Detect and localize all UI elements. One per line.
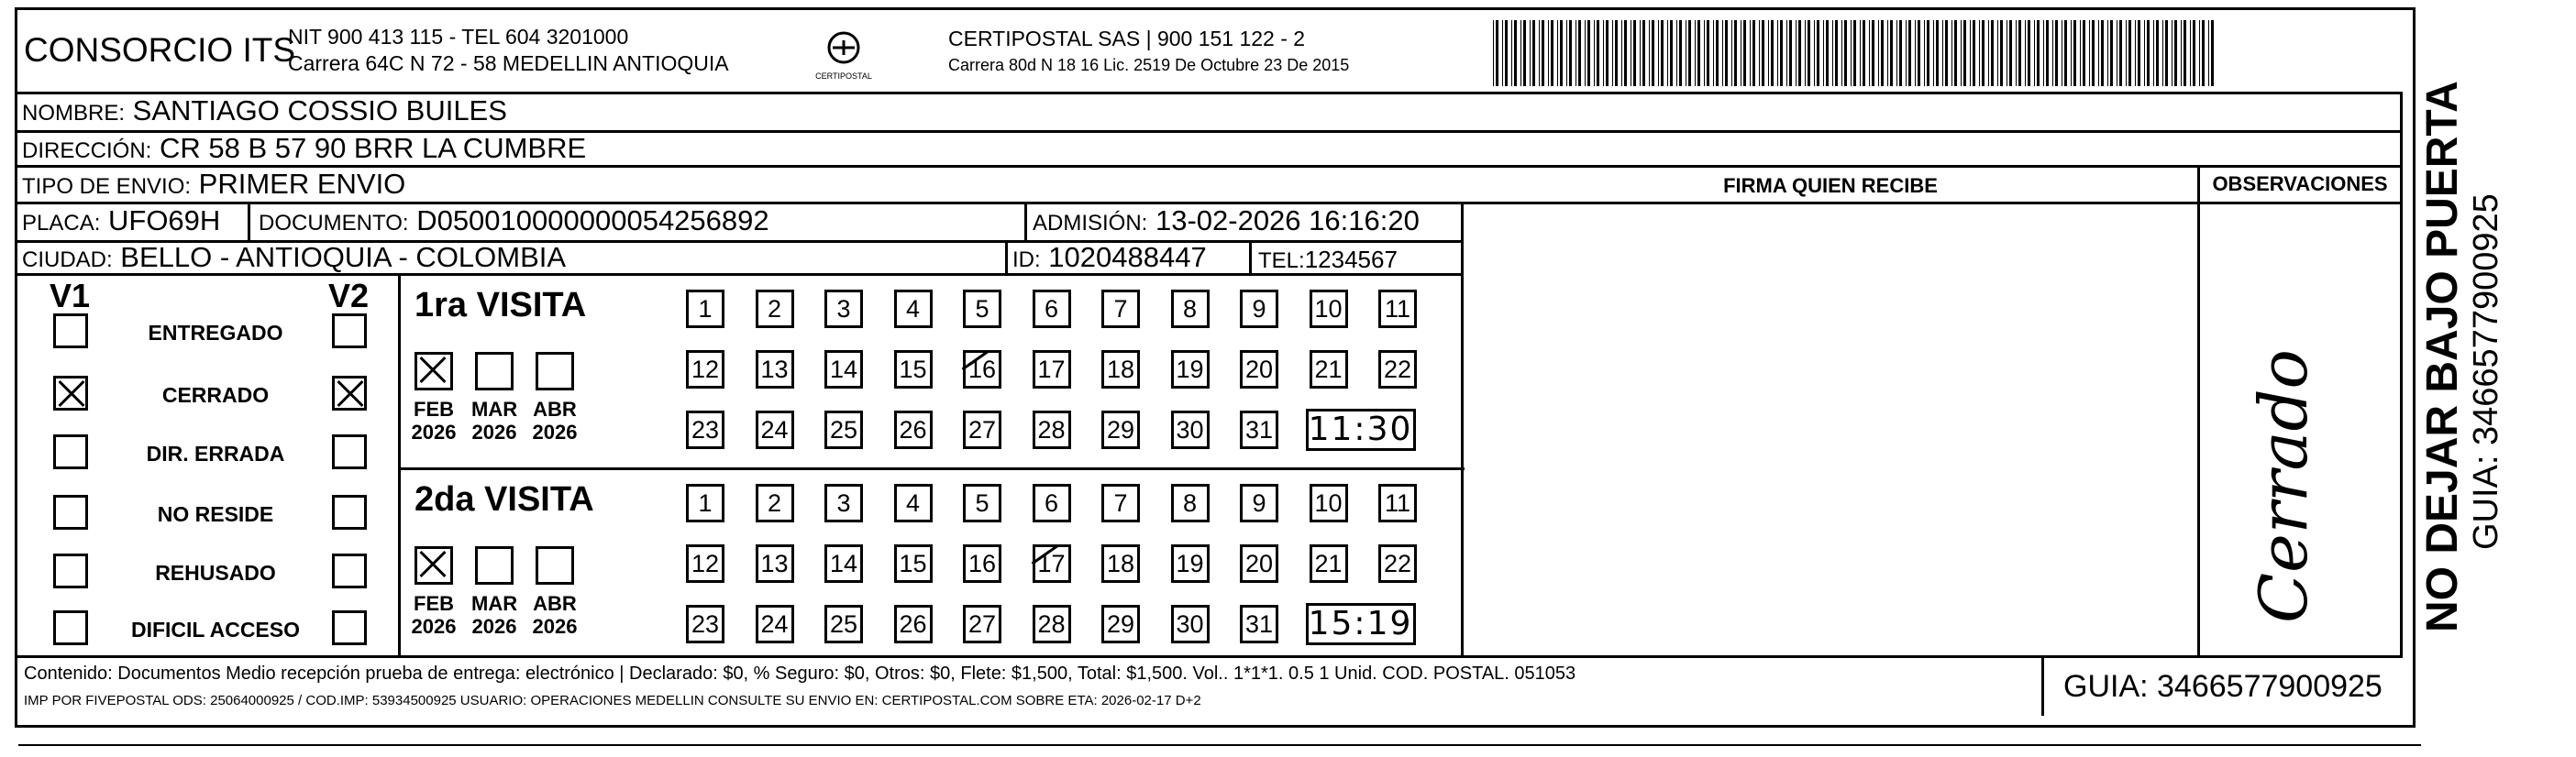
month-checkbox[interactable] xyxy=(475,352,514,390)
status-label: REHUSADO xyxy=(155,561,276,585)
day-box[interactable]: 13 xyxy=(756,350,794,389)
day-box[interactable]: 25 xyxy=(824,605,863,643)
month-year: 2026 xyxy=(471,421,517,444)
month-name: ABR xyxy=(533,592,577,615)
visit-title: 2da VISITA xyxy=(415,480,594,519)
day-box[interactable]: 10 xyxy=(1310,290,1348,328)
day-box[interactable]: 12 xyxy=(686,350,724,389)
placa-row xyxy=(22,205,220,239)
id-label: ID: xyxy=(1012,247,1041,272)
day-box[interactable]: 30 xyxy=(1171,411,1210,449)
day-box[interactable]: 15 xyxy=(894,350,933,389)
tipo-envio-row xyxy=(22,169,405,203)
day-box[interactable]: 27 xyxy=(963,411,1001,449)
day-box[interactable]: 1 xyxy=(686,484,724,522)
day-box[interactable]: 4 xyxy=(894,290,933,328)
day-box[interactable]: 28 xyxy=(1033,605,1071,643)
day-box[interactable]: 14 xyxy=(824,350,863,389)
day-box[interactable]: 24 xyxy=(756,411,794,449)
day-box[interactable]: 29 xyxy=(1101,411,1140,449)
day-box[interactable]: 6 xyxy=(1033,484,1071,522)
day-box[interactable]: 9 xyxy=(1240,290,1278,328)
placa-label: PLACA: xyxy=(22,211,101,236)
day-box[interactable]: 23 xyxy=(686,411,724,449)
status-label: NO RESIDE xyxy=(157,502,274,526)
v2-checkbox[interactable] xyxy=(332,434,367,469)
observaciones-header: OBSERVACIONES xyxy=(2212,172,2388,195)
day-box[interactable]: 4 xyxy=(894,484,933,522)
status-label: DIR. ERRADA xyxy=(146,442,285,466)
documento-value: D050010000000054256892 xyxy=(416,204,769,236)
day-box[interactable]: 22 xyxy=(1378,544,1417,583)
month-name: FEB xyxy=(414,592,454,615)
id-row xyxy=(1012,242,1207,276)
column-divider xyxy=(1249,240,1252,273)
month-year: 2026 xyxy=(411,421,457,444)
nombre-value: SANTIAGO COSSIO BUILES xyxy=(132,94,507,126)
bottom-edge xyxy=(18,744,2421,746)
direccion-row xyxy=(22,133,586,167)
day-box[interactable]: 3 xyxy=(824,290,863,328)
month-checkbox[interactable] xyxy=(475,546,514,585)
carrier-info xyxy=(948,26,1349,79)
svg-text:CERTIPOSTAL: CERTIPOSTAL xyxy=(815,71,872,81)
column-divider xyxy=(2197,165,2200,657)
v2-checkbox[interactable] xyxy=(332,554,367,588)
id-value: 1020488447 xyxy=(1048,241,1207,273)
day-box[interactable]: 23 xyxy=(686,605,724,643)
day-box[interactable]: 18 xyxy=(1101,350,1140,389)
direccion-label: DIRECCIÓN: xyxy=(22,138,152,163)
day-box[interactable]: 11 xyxy=(1378,290,1417,328)
ciudad-value: BELLO - ANTIOQUIA - COLOMBIA xyxy=(120,241,567,273)
certipostal-logo xyxy=(807,27,880,82)
day-box[interactable]: 7 xyxy=(1101,290,1140,328)
footer-info-line: IMP POR FIVEPOSTAL ODS: 25064000925 / COD.IMP: 53934500925 USUARIO: OPERACIONES MEDELLIN CONSULTE SU ENVIO EN: CERTIPOSTAL.COM SOBRE ETA: 2026-02-17 D+2 xyxy=(24,693,1201,708)
month-label xyxy=(532,398,578,444)
v2-header: V2 xyxy=(328,277,370,314)
day-box[interactable]: 20 xyxy=(1240,544,1278,583)
v1-checkbox[interactable] xyxy=(53,313,88,348)
visit-title: 1ra VISITA xyxy=(415,286,587,324)
day-box[interactable]: 31 xyxy=(1240,605,1278,643)
v2-checkbox[interactable] xyxy=(332,313,367,348)
month-label xyxy=(411,398,457,444)
month-label xyxy=(411,592,457,638)
nombre-row xyxy=(22,95,507,129)
admision-label: ADMISIÓN: xyxy=(1033,211,1148,236)
month-checkbox[interactable] xyxy=(415,546,453,585)
divider xyxy=(401,467,1465,470)
column-divider xyxy=(398,273,401,657)
day-box[interactable]: 6 xyxy=(1033,290,1071,328)
month-checkbox[interactable] xyxy=(536,546,574,585)
day-box[interactable]: 22 xyxy=(1378,350,1417,389)
day-box[interactable]: 2 xyxy=(756,484,794,522)
day-box[interactable]: 24 xyxy=(756,605,794,643)
footer-content-line: Contenido: Documentos Medio recepción prueba de entrega: electrónico | Declarado: $0, % Seguro: $0, Otros: $0, Flete: $1,500, Total: $1,500. Vol.. 1*1*1. 0.5 1 Unid. COD. POSTAL. 051053 xyxy=(24,664,1576,684)
status-label: ENTREGADO xyxy=(148,321,283,345)
status-label: CERRADO xyxy=(161,383,270,407)
day-box[interactable]: 16 xyxy=(963,350,1001,389)
day-box[interactable]: 18 xyxy=(1101,544,1140,583)
month-year: 2026 xyxy=(532,421,578,444)
day-box[interactable]: 21 xyxy=(1310,350,1348,389)
v2-checkbox[interactable] xyxy=(332,376,367,411)
documento-row xyxy=(259,205,769,239)
day-box[interactable]: 5 xyxy=(963,290,1001,328)
day-box[interactable]: 26 xyxy=(894,411,933,449)
v1-header: V1 xyxy=(50,277,91,314)
day-box[interactable]: 9 xyxy=(1240,484,1278,522)
day-box[interactable]: 13 xyxy=(756,544,794,583)
day-box[interactable]: 28 xyxy=(1033,411,1071,449)
day-box[interactable]: 17 xyxy=(1033,544,1071,583)
day-box[interactable]: 2 xyxy=(756,290,794,328)
tel-value: 1234567 xyxy=(1304,246,1398,273)
visit-time[interactable]: 15:19 xyxy=(1306,603,1416,645)
company-name: CONSORCIO ITS xyxy=(24,31,296,69)
carrier-address: Carrera 80d N 18 16 Lic. 2519 De Octubre 23 De 2015 xyxy=(948,56,1350,74)
tel-label: TEL: xyxy=(1258,248,1305,273)
footer-guia: GUIA: 3466577900925 xyxy=(2063,669,2383,704)
company-info xyxy=(288,24,729,77)
v1-checkbox[interactable] xyxy=(53,376,88,411)
placa-value: UFO69H xyxy=(108,204,221,236)
month-label xyxy=(471,592,517,638)
tel-row xyxy=(1258,244,1398,277)
tipo-envio-label: TIPO DE ENVIO: xyxy=(22,174,192,199)
ciudad-row xyxy=(22,242,566,276)
day-box[interactable]: 8 xyxy=(1171,484,1210,522)
barcode xyxy=(1493,20,2223,86)
day-box[interactable]: 19 xyxy=(1171,350,1210,389)
v1-checkbox[interactable] xyxy=(53,434,88,469)
column-divider xyxy=(1461,202,1464,657)
day-box[interactable]: 10 xyxy=(1310,484,1348,522)
status-label: DIFICIL ACCESO xyxy=(130,618,300,642)
month-name: ABR xyxy=(533,398,577,421)
column-divider xyxy=(2400,92,2403,658)
day-box[interactable]: 3 xyxy=(824,484,863,522)
month-year: 2026 xyxy=(411,615,457,638)
nombre-label: NOMBRE: xyxy=(22,101,126,126)
tipo-envio-value: PRIMER ENVIO xyxy=(198,168,406,200)
v1-checkbox[interactable] xyxy=(53,495,88,530)
day-box[interactable]: 11 xyxy=(1378,484,1417,522)
observacion-handwritten: Cerrado xyxy=(2245,349,2322,623)
day-box[interactable]: 15 xyxy=(894,544,933,583)
day-box[interactable]: 7 xyxy=(1101,484,1140,522)
v1-checkbox[interactable] xyxy=(53,554,88,588)
day-box[interactable]: 21 xyxy=(1310,544,1348,583)
month-label xyxy=(532,592,578,638)
ciudad-label: CIUDAD: xyxy=(22,247,113,272)
month-name: MAR xyxy=(471,398,518,421)
admision-row xyxy=(1033,205,1420,239)
column-divider xyxy=(1005,240,1008,273)
day-box[interactable]: 27 xyxy=(963,605,1001,643)
day-box[interactable]: 29 xyxy=(1101,605,1140,643)
documento-label: DOCUMENTO: xyxy=(259,211,409,236)
month-name: MAR xyxy=(471,592,518,615)
month-checkbox[interactable] xyxy=(415,352,453,390)
column-divider xyxy=(1024,202,1027,240)
day-box[interactable]: 25 xyxy=(824,411,863,449)
day-box[interactable]: 26 xyxy=(894,605,933,643)
v1-checkbox[interactable] xyxy=(53,610,88,645)
day-box[interactable]: 20 xyxy=(1240,350,1278,389)
column-divider xyxy=(248,202,250,240)
day-box[interactable]: 5 xyxy=(963,484,1001,522)
day-box[interactable]: 16 xyxy=(963,544,1001,583)
company-address: Carrera 64C N 72 - 58 MEDELLIN ANTIOQUIA xyxy=(288,51,729,75)
v2-checkbox[interactable] xyxy=(332,495,367,530)
month-year: 2026 xyxy=(532,615,578,638)
company-nit: NIT 900 413 115 - TEL 604 3201000 xyxy=(288,25,629,49)
column-divider xyxy=(2041,655,2044,716)
day-box[interactable]: 17 xyxy=(1033,350,1071,389)
day-box[interactable]: 14 xyxy=(824,544,863,583)
day-box[interactable]: 19 xyxy=(1171,544,1210,583)
side-guia: GUIA: 3466577900925 xyxy=(2467,193,2505,550)
day-box[interactable]: 31 xyxy=(1240,411,1278,449)
side-warning: NO DEJAR BAJO PUERTA xyxy=(2418,81,2467,632)
month-label xyxy=(471,398,517,444)
carrier-nit: CERTIPOSTAL SAS | 900 151 122 - 2 xyxy=(948,27,1306,50)
direccion-value: CR 58 B 57 90 BRR LA CUMBRE xyxy=(159,132,587,164)
day-box[interactable]: 1 xyxy=(686,290,724,328)
month-checkbox[interactable] xyxy=(536,352,574,390)
month-name: FEB xyxy=(414,398,454,421)
day-box[interactable]: 30 xyxy=(1171,605,1210,643)
firma-header: FIRMA QUIEN RECIBE xyxy=(1723,174,1938,197)
day-box[interactable]: 12 xyxy=(686,544,724,583)
visit-time[interactable]: 11:30 xyxy=(1306,409,1416,451)
month-year: 2026 xyxy=(471,615,517,638)
v2-checkbox[interactable] xyxy=(332,610,367,645)
day-box[interactable]: 8 xyxy=(1171,290,1210,328)
admision-value: 13-02-2026 16:16:20 xyxy=(1155,204,1420,236)
